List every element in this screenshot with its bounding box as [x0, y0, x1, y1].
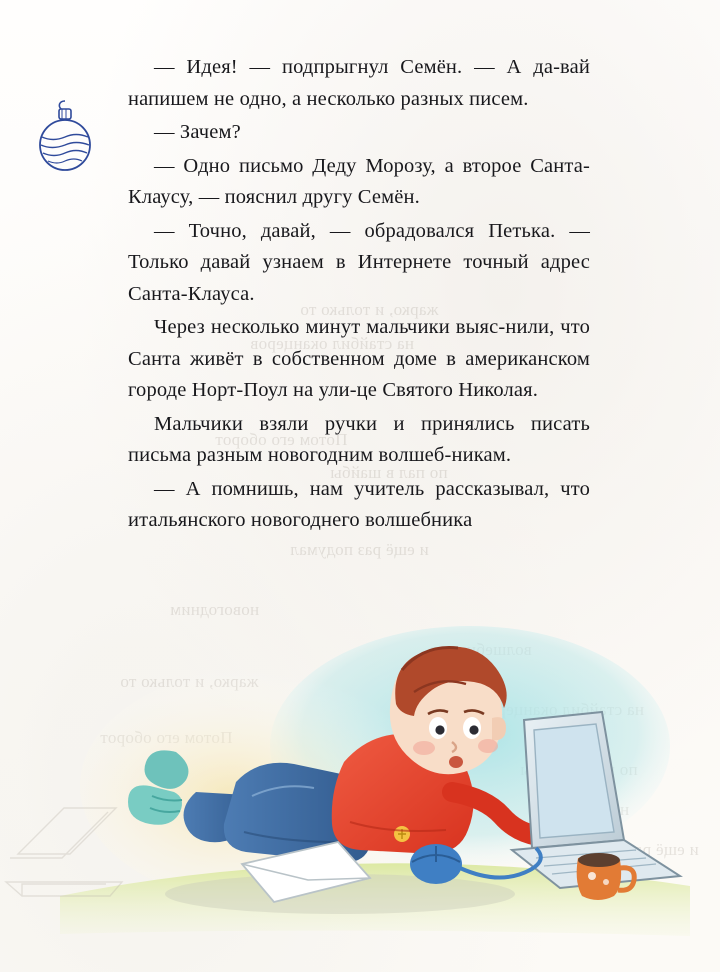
paragraph: — А помнишь, нам учитель рассказывал, что итальянского новогоднего волшебника: [128, 477, 590, 531]
paragraph: — Идея! — подпрыгнул Семён. — А да-вай напишем не одно, а несколько разных писем.: [128, 56, 590, 110]
ghost-line: по пал в шайбы: [330, 463, 448, 482]
illustration-boy-with-laptop: [0, 596, 720, 972]
paragraph: Мальчики взяли ручки и принялись писать письма разным новогодним волшеб-никам.: [128, 412, 590, 466]
paragraph: — Одно письмо Деду Морозу, а второе Санта-Клаусу, — пояснил другу Семён.: [128, 154, 590, 208]
body-text: [128, 52, 590, 539]
ghost-line: Потом его оборот: [215, 430, 348, 449]
ghost-line: и ещё: [655, 840, 699, 859]
boy-head: [390, 647, 507, 775]
ghost-line: новогодним: [170, 600, 260, 619]
paragraph: — Точно, давай, — обрадовался Петька. — Только давай узнаем в Интернете точный адрес Санта-Клауса.: [128, 219, 590, 305]
ghost-line: на стайбил оканцеров: [250, 334, 415, 353]
ghost-line: жарко, и только то: [300, 300, 439, 319]
paragraph: — Зачем?: [154, 121, 241, 143]
paragraph: Через несколько минут мальчики выяс-нили, что Санта живёт в собственном доме в американском городе Норт-Поул на ули-це Святого Николая.: [128, 316, 590, 401]
ghost-line: и ещё раз подумал: [290, 540, 429, 559]
christmas-bauble-icon: [35, 95, 95, 195]
